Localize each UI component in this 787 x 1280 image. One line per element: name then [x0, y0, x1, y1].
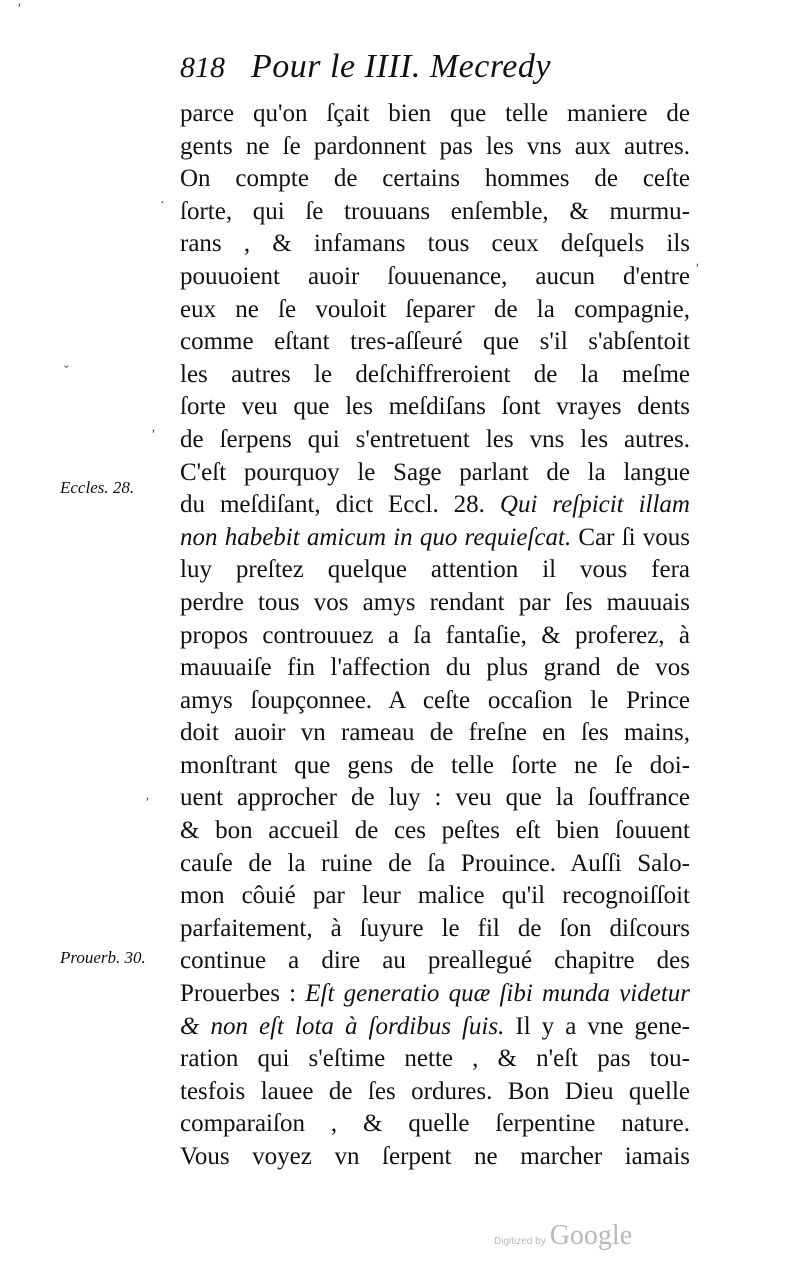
- text-line: [180, 1076, 690, 1109]
- text-line: [180, 717, 690, 750]
- text-line: [180, 587, 690, 620]
- text-line: [180, 489, 690, 522]
- text-line: [180, 228, 690, 261]
- text-segment: mauuaiſe fin l'affection du plus grand de vos: [180, 654, 690, 682]
- margin-note-prouerb: Prouerb. 30.: [60, 948, 146, 967]
- text-line: [180, 1011, 690, 1044]
- stray-mark: ·: [160, 196, 165, 211]
- body-text: [180, 98, 690, 1174]
- text-segment: ration qui s'eſtime nette , & n'eſt pas tou-: [180, 1045, 690, 1073]
- text-segment: C'eſt pourquoy le Sage parlant de la langue: [180, 458, 690, 486]
- text-line: [180, 261, 690, 294]
- text-line: [180, 359, 690, 392]
- text-segment: de ſerpens qui s'entretuent les vns les autres.: [180, 425, 690, 453]
- stray-mark: ʹ: [146, 796, 150, 811]
- text-line: [180, 652, 690, 685]
- text-segment: les autres le deſchiffreroient de la meſme: [180, 360, 690, 388]
- text-segment: rans , & infamans tous ceux deſquels ils: [180, 230, 690, 258]
- text-line: [180, 554, 690, 587]
- text-line: [180, 880, 690, 913]
- italic-quotation: & non eſt lota à ſordibus ſuis.: [180, 1012, 505, 1040]
- text-line: [180, 815, 690, 848]
- text-line: [180, 294, 690, 327]
- text-line: [180, 1141, 690, 1174]
- italic-quotation: Qui reſpicit illam: [499, 491, 690, 519]
- page-header: [180, 48, 700, 96]
- text-segment: propos controuuez a ſa fantaſie, & proferez, à: [180, 621, 690, 649]
- text-segment: parce qu'on ſçait bien que telle maniere de: [180, 100, 690, 127]
- text-line: [180, 620, 690, 653]
- text-line: [180, 457, 690, 490]
- text-segment: continue a dire au preallegué chapitre des: [180, 947, 690, 975]
- text-segment: perdre tous vos amys rendant par ſes mauuais: [180, 588, 690, 616]
- text-line: [180, 1043, 690, 1076]
- text-line: [180, 326, 690, 359]
- text-segment: gents ne ſe pardonnent pas les vns aux autres.: [180, 132, 690, 160]
- watermark-small: Digitized by: [494, 1236, 546, 1247]
- text-line: [180, 163, 690, 196]
- text-line: [180, 913, 690, 946]
- text-segment: pouuoient auoir ſouuenance, aucun d'entre: [180, 262, 690, 290]
- text-segment: mon côuié par leur malice qu'il recognoiſſoit: [180, 882, 690, 910]
- stray-mark: ˇ: [64, 364, 69, 379]
- text-segment: tesfois lauee de ſes ordures. Bon Dieu quelle: [180, 1077, 690, 1105]
- text-line: [180, 945, 690, 978]
- text-line: [180, 131, 690, 164]
- text-line: [180, 782, 690, 815]
- text-segment: amys ſoupçonnee. A ceſte occaſion le Prince: [180, 686, 690, 714]
- text-segment: ſorte veu que les meſdiſans ſont vrayes dents: [180, 393, 690, 421]
- text-segment: Il y a vne gene-: [504, 1012, 690, 1040]
- text-segment: comparaiſon , & quelle ſerpentine nature.: [180, 1110, 690, 1138]
- text-line: [180, 98, 690, 131]
- text-segment: du meſdiſant, dict Eccl. 28.: [180, 491, 500, 519]
- italic-quotation: non habebit amicum in quo requieſcat.: [180, 523, 572, 551]
- stray-mark: ʹ: [152, 428, 156, 443]
- running-head: Pour le IIII. Mecredy: [251, 48, 551, 85]
- text-line: [180, 685, 690, 718]
- text-segment: Vous voyez vn ſerpent ne marcher iamais: [180, 1143, 690, 1170]
- google-watermark: [494, 1220, 632, 1252]
- text-segment: On compte de certains hommes de ceſte: [180, 165, 690, 193]
- page-number: 818: [180, 51, 225, 84]
- text-line: [180, 196, 690, 229]
- text-line: [180, 522, 690, 555]
- text-segment: comme eſtant tres-aſſeuré que s'il s'abſentoit: [180, 328, 690, 356]
- text-segment: eux ne ſe vouloit ſeparer de la compagnie,: [180, 295, 690, 323]
- text-line: [180, 978, 690, 1011]
- text-segment: uent approcher de luy : veu que la ſouffrance: [180, 784, 690, 812]
- text-segment: Car ſi vous: [571, 523, 690, 551]
- text-line: [180, 1108, 690, 1141]
- stray-mark: ʹ: [18, 2, 22, 17]
- text-segment: Prouerbes :: [180, 980, 306, 1008]
- text-line: [180, 391, 690, 424]
- text-segment: luy preſtez quelque attention il vous fera: [180, 556, 690, 584]
- text-segment: monſtrant que gens de telle ſorte ne ſe doi-: [180, 751, 690, 779]
- italic-quotation: Eſt generatio quæ ſibi munda videtur: [305, 980, 690, 1008]
- watermark-google: Google: [549, 1220, 633, 1251]
- text-line: [180, 424, 690, 457]
- text-line: [180, 848, 690, 881]
- stray-mark: ʹ: [696, 262, 700, 277]
- text-segment: parfaitement, à ſuyure le fil de ſon diſcours: [180, 914, 690, 942]
- text-segment: cauſe de la ruine de ſa Prouince. Auſſi Salo-: [180, 849, 690, 877]
- text-line: [180, 750, 690, 783]
- text-segment: ſorte, qui ſe trouuans enſemble, & murmu-: [180, 197, 690, 225]
- margin-note-eccles: Eccles. 28.: [60, 478, 135, 497]
- text-segment: & bon accueil de ces peſtes eſt bien ſouuent: [180, 817, 690, 845]
- text-segment: doit auoir vn rameau de freſne en ſes mains,: [180, 719, 690, 747]
